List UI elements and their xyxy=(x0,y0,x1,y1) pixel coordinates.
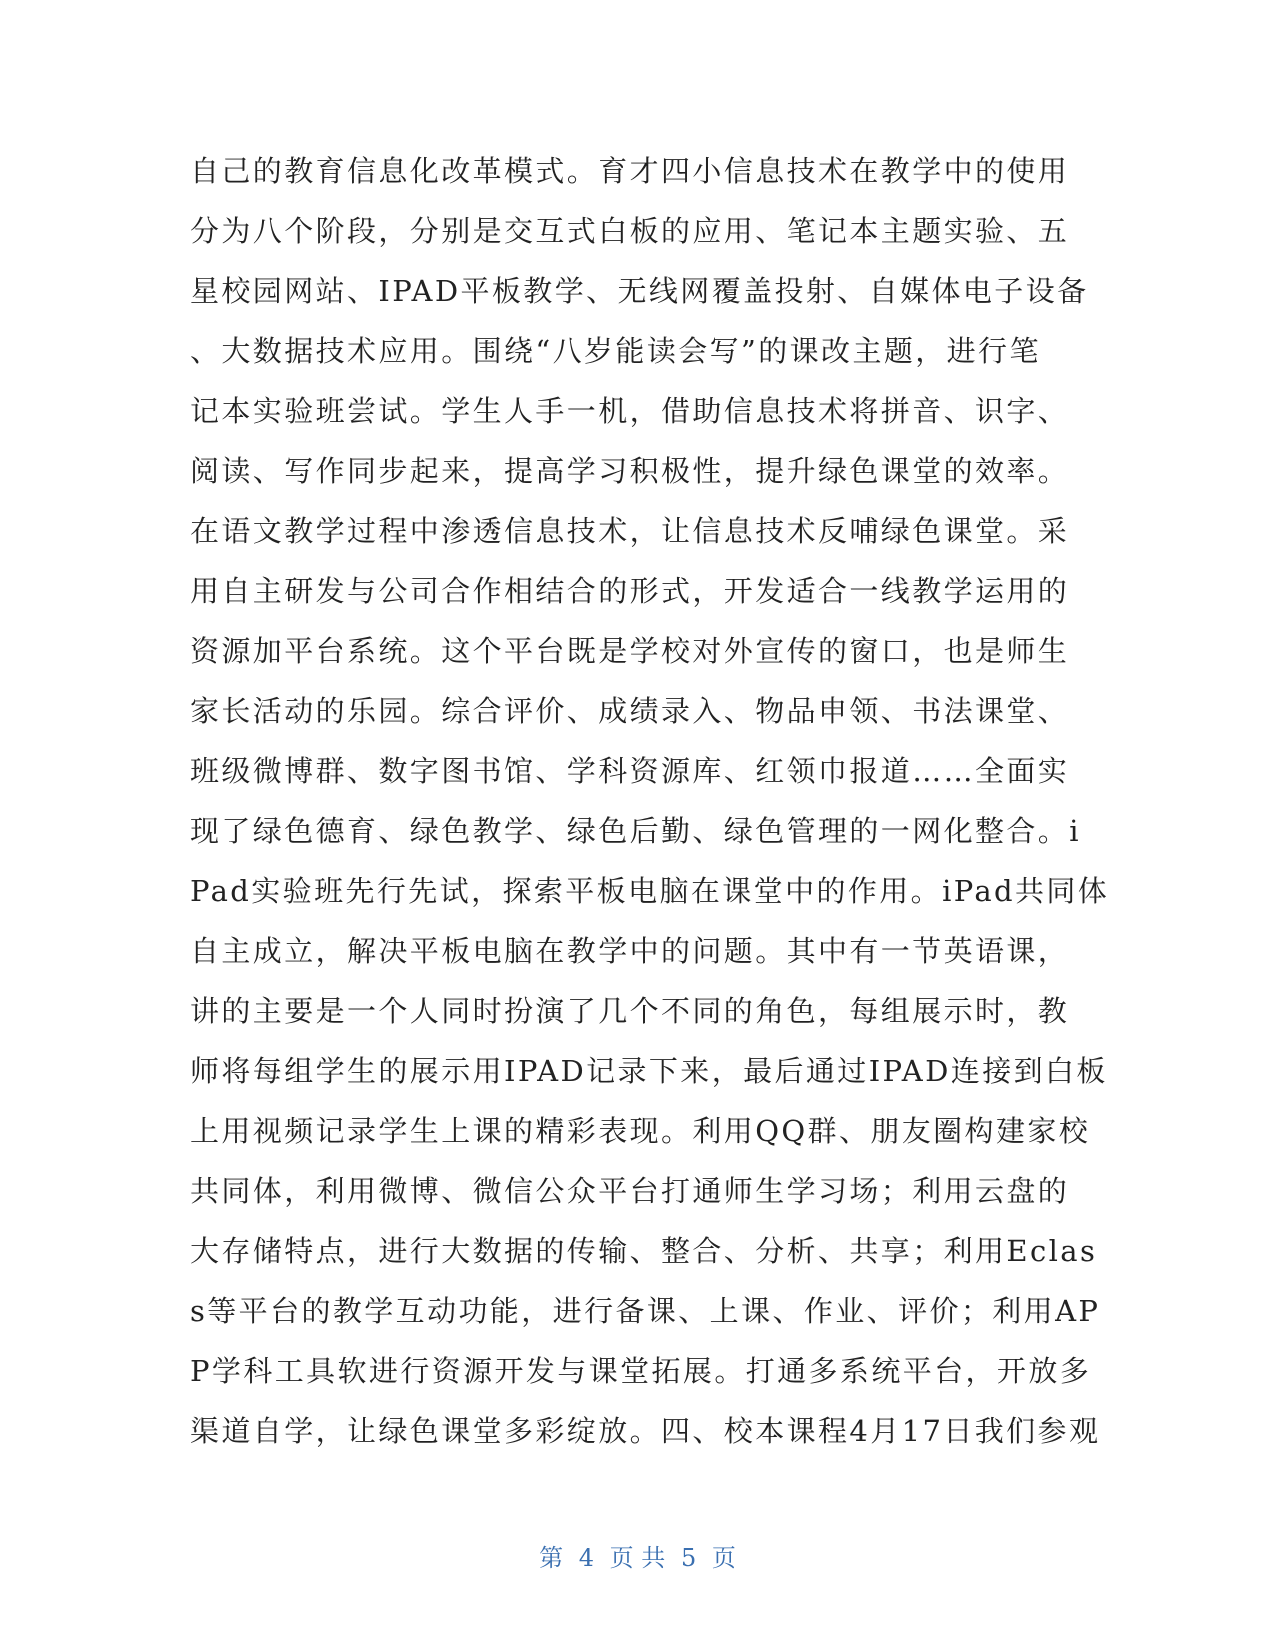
current-page-number: 4 xyxy=(578,1544,595,1572)
text-line: 渠道自学，让绿色课堂多彩绽放。四、校本课程4月17日我们参观 xyxy=(190,1414,1101,1448)
text-line: 分为八个阶段，分别是交互式白板的应用、笔记本主题实验、五 xyxy=(190,214,1070,248)
page-label-prefix: 第 xyxy=(539,1544,564,1572)
text-line: 家长活动的乐园。综合评价、成绩录入、物品申领、书法课堂、 xyxy=(190,694,1070,728)
total-pages-number: 5 xyxy=(680,1544,697,1572)
text-line: 阅读、写作同步起来，提高学习积极性，提升绿色课堂的效率。 xyxy=(190,454,1070,488)
text-line: 上用视频记录学生上课的精彩表现。利用QQ群、朋友圈构建家校 xyxy=(190,1114,1091,1148)
text-line: 用自主研发与公司合作相结合的形式，开发适合一线教学运用的 xyxy=(190,574,1070,608)
page-label-mid: 页 共 xyxy=(609,1544,666,1572)
text-line: 共同体，利用微博、微信公众平台打通师生学习场；利用云盘的 xyxy=(190,1174,1070,1208)
text-line: 记本实验班尝试。学生人手一机，借助信息技术将拼音、识字、 xyxy=(190,394,1070,428)
text-line: Pad实验班先行先试，探索平板电脑在课堂中的作用。iPad共同体 xyxy=(190,874,1110,908)
text-line: 星校园网站、IPAD平板教学、无线网覆盖投射、自媒体电子设备 xyxy=(190,274,1089,308)
body-text xyxy=(190,141,1110,1461)
page-footer xyxy=(0,1538,1275,1578)
text-line: s等平台的教学互动功能，进行备课、上课、作业、评价；利用AP xyxy=(190,1294,1101,1328)
text-line: 资源加平台系统。这个平台既是学校对外宣传的窗口，也是师生 xyxy=(190,634,1070,668)
text-line: 师将每组学生的展示用IPAD记录下来，最后通过IPAD连接到白板 xyxy=(190,1054,1108,1088)
text-line: P学科工具软进行资源开发与课堂拓展。打通多系统平台，开放多 xyxy=(190,1354,1092,1388)
text-line: 自主成立，解决平板电脑在教学中的问题。其中有一节英语课， xyxy=(190,934,1070,968)
text-line: 在语文教学过程中渗透信息技术，让信息技术反哺绿色课堂。采 xyxy=(190,514,1070,548)
text-line: 、大数据技术应用。围绕“八岁能读会写”的课改主题，进行笔 xyxy=(190,334,1041,368)
text-line: 自己的教育信息化改革模式。育才四小信息技术在教学中的使用 xyxy=(190,154,1070,188)
page-label-suffix: 页 xyxy=(711,1544,736,1572)
text-line: 现了绿色德育、绿色教学、绿色后勤、绿色管理的一网化整合。i xyxy=(190,814,1081,848)
text-line: 大存储特点，进行大数据的传输、整合、分析、共享；利用Eclas xyxy=(190,1234,1098,1268)
text-line: 讲的主要是一个人同时扮演了几个不同的角色，每组展示时，教 xyxy=(190,994,1070,1028)
text-line: 班级微博群、数字图书馆、学科资源库、红领巾报道……全面实 xyxy=(190,754,1070,788)
